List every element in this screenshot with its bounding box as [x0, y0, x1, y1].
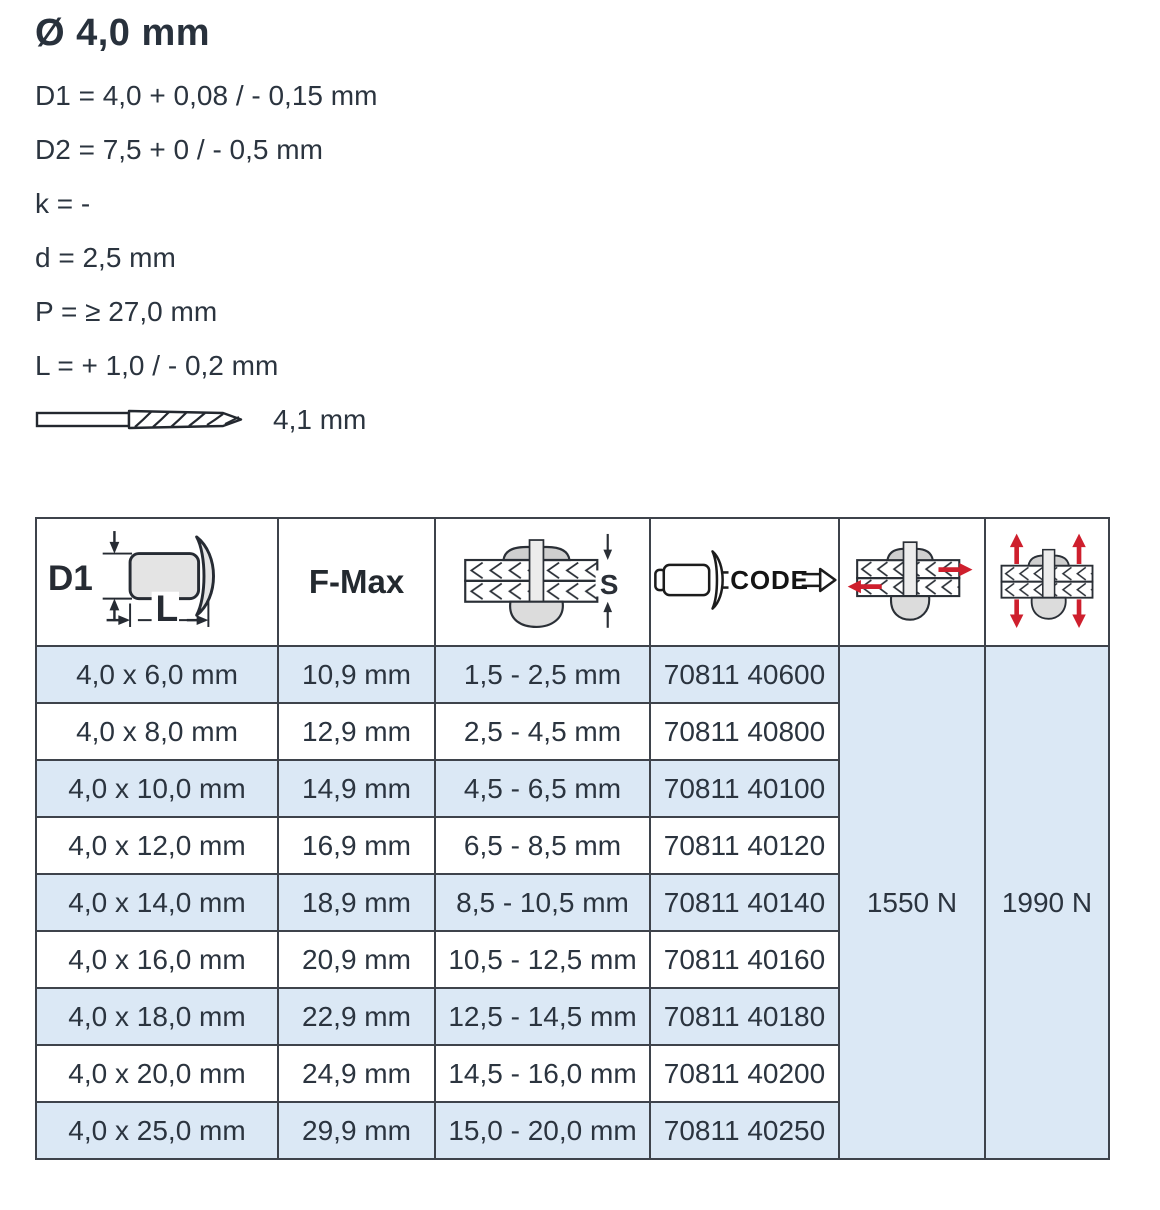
- grip-range-cell: 12,5 - 14,5 mm: [435, 988, 650, 1045]
- rivet-shear-strength-icon: [844, 528, 980, 632]
- f-max-cell: 18,9 mm: [278, 874, 435, 931]
- code-cell: 70811 40160: [650, 931, 839, 988]
- grip-range-cell: 8,5 - 10,5 mm: [435, 874, 650, 931]
- dimension-cell: 4,0 x 25,0 mm: [36, 1102, 278, 1159]
- tensile-strength-header-cell: [985, 518, 1109, 646]
- f-max-cell: 29,9 mm: [278, 1102, 435, 1159]
- dimension-cell: 4,0 x 20,0 mm: [36, 1045, 278, 1102]
- diameter-title: Ø 4,0 mm: [35, 12, 211, 54]
- tensile-strength-value-cell: 1990 N: [985, 646, 1109, 1159]
- code-cell: 70811 40120: [650, 817, 839, 874]
- spec-p: P = ≥ 27,0 mm: [35, 296, 218, 327]
- grip-range-cell: 2,5 - 4,5 mm: [435, 703, 650, 760]
- rivet-code-diagram-icon: [652, 540, 837, 620]
- grip-range-cell: 10,5 - 12,5 mm: [435, 931, 650, 988]
- dimension-cell: 4,0 x 8,0 mm: [36, 703, 278, 760]
- code-cell: 70811 40600: [650, 646, 839, 703]
- code-cell: 70811 40180: [650, 988, 839, 1045]
- l-label: L: [155, 586, 179, 629]
- grip-range-cell: 1,5 - 2,5 mm: [435, 646, 650, 703]
- grip-range-cell: 14,5 - 16,0 mm: [435, 1045, 650, 1102]
- code-cell: 70811 40200: [650, 1045, 839, 1102]
- dimension-cell: 4,0 x 18,0 mm: [36, 988, 278, 1045]
- grip-range-cell: 15,0 - 20,0 mm: [435, 1102, 650, 1159]
- table-header-row: [36, 518, 1109, 646]
- spec-k: k = -: [35, 188, 91, 219]
- f-max-cell: 22,9 mm: [278, 988, 435, 1045]
- dimension-cell: 4,0 x 10,0 mm: [36, 760, 278, 817]
- code-label: CODE: [730, 564, 809, 595]
- rivet-spec-table: [35, 517, 1110, 1160]
- code-cell: 70811 40250: [650, 1102, 839, 1159]
- grip-range-cell: 6,5 - 8,5 mm: [435, 817, 650, 874]
- code-cell: 70811 40800: [650, 703, 839, 760]
- rivet-dimension-diagram-icon: [42, 527, 272, 633]
- f-max-cell: 24,9 mm: [278, 1045, 435, 1102]
- spec-list: [35, 69, 1160, 393]
- f-max-cell: 16,9 mm: [278, 817, 435, 874]
- f-max-cell: 14,9 mm: [278, 760, 435, 817]
- code-header-cell: [650, 518, 839, 646]
- dimension-cell: 4,0 x 14,0 mm: [36, 874, 278, 931]
- drill-bit-icon: [35, 401, 247, 439]
- f-max-label: F-Max: [308, 563, 405, 600]
- table-row: [36, 646, 1109, 703]
- rivet-tensile-strength-icon: [988, 528, 1106, 632]
- spec-d2: D2 = 7,5 + 0 / - 0,5 mm: [35, 134, 323, 165]
- drill-diameter-value: 4,1 mm: [273, 404, 367, 435]
- d1-label: D1: [47, 558, 93, 598]
- spec-d: d = 2,5 mm: [35, 242, 176, 273]
- s-label: S: [599, 568, 618, 600]
- f-max-cell: 20,9 mm: [278, 931, 435, 988]
- page-title: [35, 12, 1160, 55]
- dimension-header-cell: [36, 518, 278, 646]
- f-max-cell: 10,9 mm: [278, 646, 435, 703]
- rivet-grip-range-diagram-icon: [448, 527, 638, 633]
- spec-l: L = + 1,0 / - 0,2 mm: [35, 350, 279, 381]
- f-max-header-cell: [278, 518, 435, 646]
- grip-range-cell: 4,5 - 6,5 mm: [435, 760, 650, 817]
- code-cell: 70811 40140: [650, 874, 839, 931]
- shear-strength-value-cell: 1550 N: [839, 646, 985, 1159]
- shear-strength-header-cell: [839, 518, 985, 646]
- code-cell: 70811 40100: [650, 760, 839, 817]
- spec-d1: D1 = 4,0 + 0,08 / - 0,15 mm: [35, 80, 378, 111]
- dimension-cell: 4,0 x 12,0 mm: [36, 817, 278, 874]
- f-max-cell: 12,9 mm: [278, 703, 435, 760]
- dimension-cell: 4,0 x 16,0 mm: [36, 931, 278, 988]
- dimension-cell: 4,0 x 6,0 mm: [36, 646, 278, 703]
- drill-size-row: [35, 393, 1160, 447]
- grip-range-header-cell: [435, 518, 650, 646]
